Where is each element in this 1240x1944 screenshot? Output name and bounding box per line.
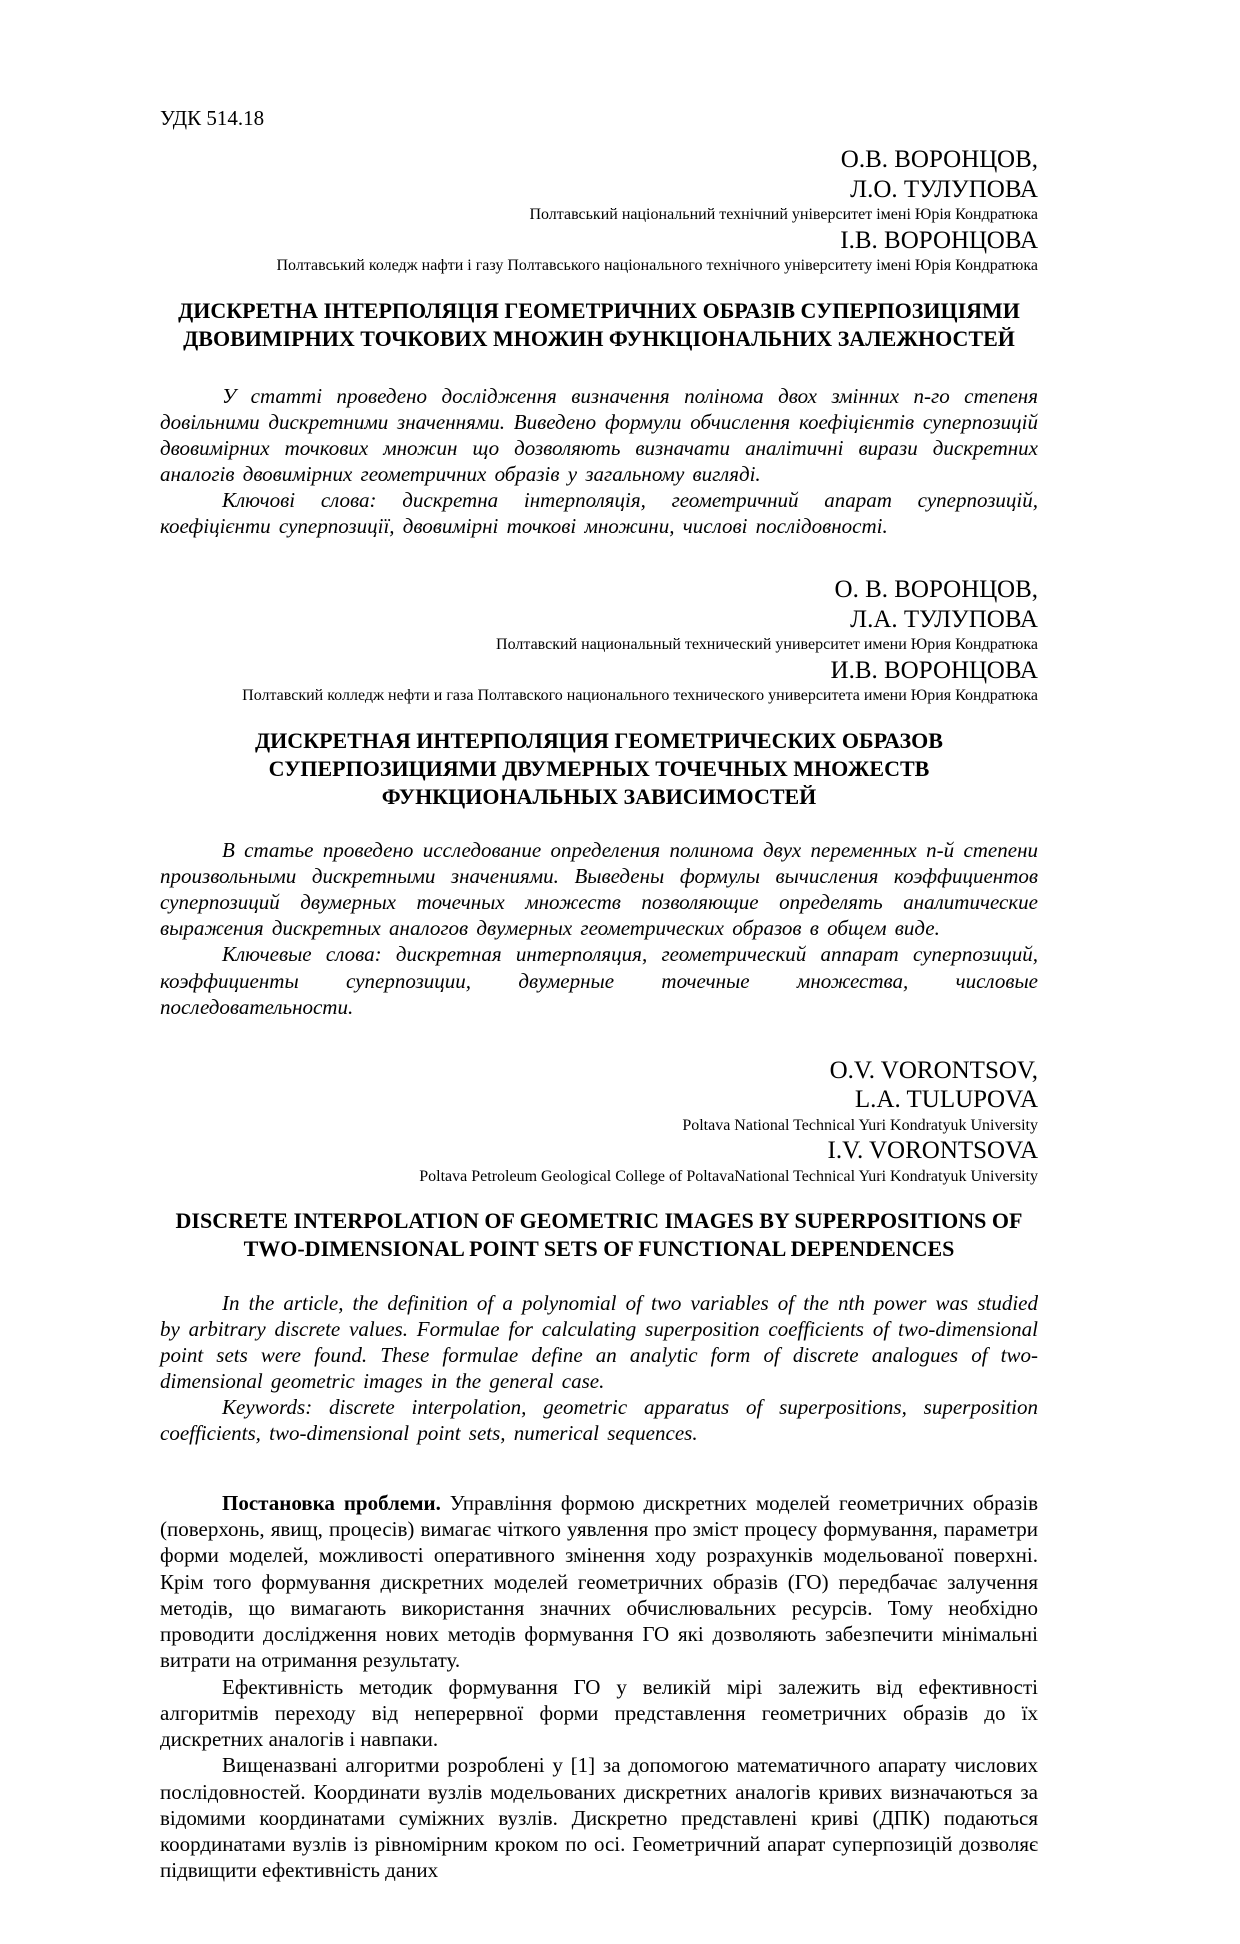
abstract-en: In the article, the definition of a polynomial of two variables of the nth power was studied by arbitrary discrete values. Formulae for calculating superposition coefficients of two-dimensional point sets were found. These formulae define an analytic form of discrete analogues of two-dimensional geometric images in the general case.: [160, 1290, 1038, 1393]
section-russian: [160, 575, 1038, 1019]
keywords-uk: Ключові слова: дискретна інтерполяція, геометричний апарат суперпозицій, коефіцієнти суперпозиції, двовимірні точкові множини, числові послідовності.: [160, 488, 1038, 539]
author-name-uk-2: Л.О. ТУЛУПОВА: [850, 175, 1038, 203]
affiliation-ru-1: Полтавский национальный технический университет имени Юрия Кондратюка: [496, 636, 1038, 654]
article-body: [160, 1490, 1038, 1884]
authors-block-uk: [160, 145, 1038, 277]
author-name-uk-1: О.В. ВОРОНЦОВ,: [840, 146, 1038, 173]
paper-title-en: DISCRETE INTERPOLATION OF GEOMETRIC IMAGES BY SUPERPOSITIONS OF TWO-DIMENSIONAL POINT SETS OF FUNCTIONAL DEPENDENCES: [175, 1208, 1023, 1262]
author-name-en-3: I.V. VORONTSOVA: [827, 1137, 1038, 1165]
paper-title-uk: ДИСКРЕТНА ІНТЕРПОЛЯЦІЯ ГЕОМЕТРИЧНИХ ОБРАЗІВ СУПЕРПОЗИЦІЯМИ ДВОВИМІРНИХ ТОЧКОВИХ МНОЖИН ФУНКЦІОНАЛЬНИХ ЗАЛЕЖНОСТЕЙ: [178, 297, 1020, 351]
section-english: [160, 1056, 1038, 1446]
keywords-ru: Ключевые слова: дискретная интерполяция, геометрический аппарат суперпозиций, коэффициенты суперпозиции, двумерные точечные множества, числовые последовательности.: [160, 942, 1038, 1019]
paper-title-ru: ДИСКРЕТНАЯ ИНТЕРПОЛЯЦИЯ ГЕОМЕТРИЧЕСКИХ ОБРАЗОВ СУПЕРПОЗИЦИЯМИ ДВУМЕРНЫХ ТОЧЕЧНЫХ МНОЖЕСТВ ФУНКЦИОНАЛЬНЫХ ЗАВИСИМОСТЕЙ: [255, 727, 943, 810]
affiliation-uk-2: Полтавський коледж нафти і газу Полтавського національного технічного універcитету імені Юрія Кондратюка: [276, 257, 1038, 275]
author-name-uk-3: І.В. ВОРОНЦОВА: [840, 226, 1038, 254]
affiliation-en-2: Poltava Petroleum Geological College of PoltavaNational Technical Yuri Kondratyuk University: [419, 1167, 1038, 1185]
section-ukrainian: [160, 145, 1038, 539]
author-name-ru-2: Л.А. ТУЛУПОВА: [850, 605, 1038, 633]
author-name-ru-1: О. В. ВОРОНЦОВ,: [834, 576, 1038, 604]
body-paragraph-1-text: Управління формою дискретних моделей геометричних образів (поверхонь, явищ, процесів) вимагає чіткого уявлення про зміст процесу формування, параметри форми моделей, можливості оперативного змінення ходу розрахунків модельованої поверхні. Крім того формування дискретних моделей геометричних образів (ГО) передбачає залучення методів, що вимагають використання значних обчислювальних ресурсів. Тому необхідно проводити дослідження нових методів формування ГО які дозволяють забезпечити мінімальні витрати на отримання результату.: [160, 1490, 1038, 1673]
author-name-ru-3: И.В. ВОРОНЦОВА: [830, 656, 1038, 684]
problem-statement-heading: Постановка проблеми.: [222, 1490, 441, 1515]
body-paragraph-1: [160, 1490, 1038, 1674]
affiliation-uk-1: Полтавський національний технічний університет імені Юрія Кондратюка: [529, 206, 1038, 223]
udc-number: УДК 514.18: [160, 106, 265, 130]
affiliation-en-1: Poltava National Technical Yuri Kondratyuk University: [682, 1116, 1038, 1134]
abstract-uk: У статті проведено дослідження визначення полінома двох змінних n-го степеня довільними дискретними значеннями. Виведено формули обчислення коефіцієнтів суперпозицій двовимірних точкових множин що дозволяють визначати аналітичні вирази дискретних аналогів двовимірних геометричних образів у загальному вигляді.: [160, 384, 1038, 487]
body-paragraph-2: Ефективність методик формування ГО у великій мірі залежить від ефективності алгоритмів переходу від неперервної форми представлення геометричних образів до їх дискретних аналогів і навпаки.: [160, 1674, 1038, 1751]
keywords-en: Keywords: discrete interpolation, geometric apparatus of superpositions, superposition coefficients, two-dimensional point sets, numerical sequences.: [160, 1394, 1038, 1445]
authors-block-ru: [160, 575, 1038, 707]
abstract-ru: В статье проведено исследование определения полинома двух переменных n-й степени произвольными дискретными значениями. Выведены формулы вычисления коэффициентов суперпозиций двумерных точечных множеств позволяющие определять аналитические выражения дискретных аналогов двумерных геометрических образов в общем виде.: [160, 838, 1038, 941]
body-paragraph-3: Вищеназвані алгоритми розроблені у [1] за допомогою математичного апарату числових послідовностей. Координати вузлів модельованих дискретних аналогів кривих визначаються за відомими координатами суміжних вузлів. Дискретно представлені криві (ДПК) подаються координатами вузлів із рівномірним кроком по осі. Геометричний апарат суперпозицій дозволяє підвищити ефективність даних: [160, 1753, 1038, 1883]
author-name-en-1: O.V. VORONTSOV,: [829, 1056, 1038, 1084]
authors-block-en: [160, 1056, 1038, 1188]
affiliation-ru-2: Полтавский колледж нефти и газа Полтавского национального технического университета имени Юрия Кондратюка: [242, 687, 1038, 705]
author-name-en-2: L.A. TULUPOVA: [854, 1086, 1038, 1114]
